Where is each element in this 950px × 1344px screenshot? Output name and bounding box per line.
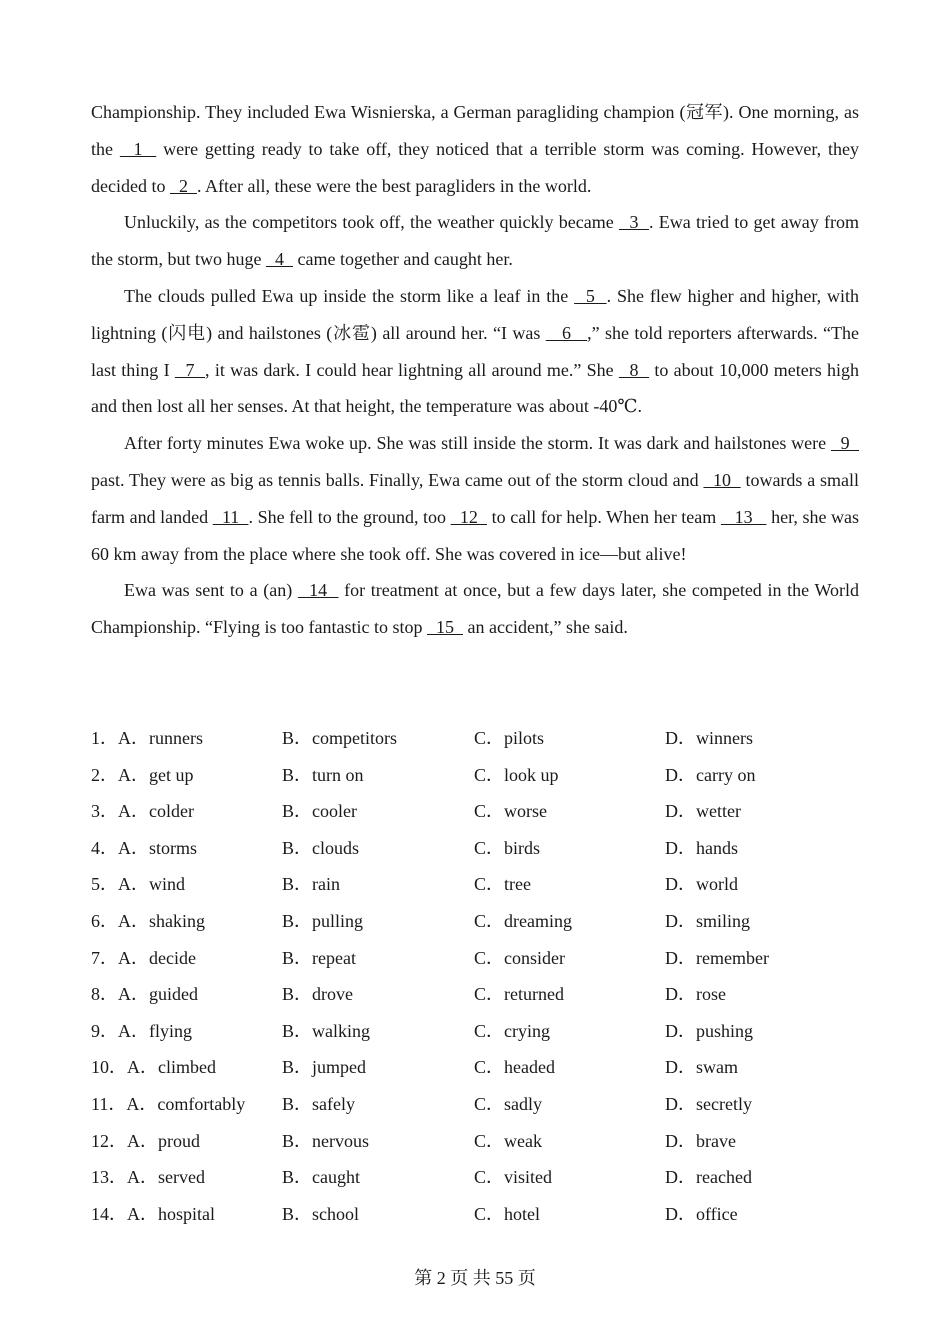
- paragraph-5: Ewa was sent to a (an) 14 for treatment at once, but a few days later, she competed in the World Championship. “Flying is too fantastic to stop 15 an accident,” she said.: [91, 580, 859, 638]
- option-a: 4．A．storms: [91, 837, 198, 858]
- blank-5: 5: [574, 285, 607, 306]
- option-a: 9．A．flying: [91, 1020, 192, 1041]
- option-a: 10．A．climbed: [91, 1057, 216, 1078]
- paragraph-4: After forty minutes Ewa woke up. She was still inside the storm. It was dark and hailstones were 9 past. They were as big as tennis balls. Finally, Ewa came out of the storm cloud and 10 towards a small farm and landed 11 . She fell to the ground, too 12 to call for help. When her team 13 her, she was 60 km away from the place where she took off. She was covered in ice—but alive!: [91, 433, 860, 564]
- blank-2: 2: [169, 175, 197, 196]
- option-c: C．sadly: [474, 1093, 543, 1114]
- question-row: [91, 1086, 859, 1123]
- question-row: [91, 940, 859, 977]
- option-d: D．rose: [665, 984, 726, 1005]
- option-b: B．drove: [282, 984, 353, 1005]
- question-row: [91, 757, 859, 794]
- cloze-passage: [91, 94, 859, 646]
- question-row: [91, 830, 859, 867]
- question-row: [91, 1013, 859, 1050]
- option-c: C．weak: [474, 1130, 542, 1151]
- option-c: C．crying: [474, 1020, 550, 1041]
- option-a: 12．A．proud: [91, 1130, 200, 1151]
- blank-8: 8: [618, 359, 650, 380]
- option-b: B．turn on: [282, 764, 364, 785]
- option-b: B．clouds: [282, 837, 360, 858]
- paragraph-3: The clouds pulled Ewa up inside the storm like a leaf in the 5 . She flew higher and higher, with lightning (闪电) and hailstones (冰雹) all around her. “I was 6 ,” she told reporters afterwards. “The last thing I 7 , it was dark. I could hear lightning all around me.” She 8 to about 10,000 meters high and then lost all her senses. At that height, the temperature was about -40℃.: [91, 285, 860, 417]
- option-b: B．jumped: [282, 1057, 366, 1078]
- option-a: 7．A．decide: [91, 947, 196, 968]
- blank-12: 12: [450, 506, 488, 527]
- question-row: [91, 1159, 859, 1196]
- option-c: C．visited: [474, 1167, 553, 1188]
- option-b: B．school: [282, 1203, 360, 1224]
- answer-options: [91, 720, 859, 1232]
- option-d: D．remember: [665, 947, 769, 968]
- option-d: D．secretly: [665, 1093, 752, 1114]
- blank-6: 6: [545, 322, 588, 343]
- option-c: C．returned: [474, 984, 564, 1005]
- blank-13: 13: [720, 506, 767, 527]
- blank-10: 10: [703, 469, 741, 490]
- option-a: 13．A．served: [91, 1167, 205, 1188]
- option-b: B．rain: [282, 874, 340, 895]
- option-d: D．carry on: [665, 764, 756, 785]
- blank-3: 3: [618, 212, 650, 233]
- page-footer: 第 2 页 共 55 页: [414, 1268, 536, 1288]
- option-c: C．look up: [474, 764, 559, 785]
- option-d: D．pushing: [665, 1020, 754, 1041]
- option-b: B．safely: [282, 1093, 355, 1114]
- option-a: 5．A．wind: [91, 874, 185, 895]
- blank-11: 11: [212, 506, 249, 527]
- option-a: 14．A．hospital: [91, 1203, 215, 1224]
- option-c: C．pilots: [474, 728, 545, 748]
- option-d: D．reached: [665, 1167, 752, 1188]
- total-pages: 55: [495, 1268, 514, 1288]
- question-row: [91, 1049, 859, 1086]
- option-c: C．worse: [474, 801, 547, 822]
- option-a: 6．A．shaking: [91, 910, 205, 931]
- question-row: [91, 903, 859, 940]
- option-a: 11．A．comfortably: [91, 1093, 246, 1114]
- blank-14: 14: [297, 580, 339, 601]
- option-d: D．winners: [665, 728, 753, 748]
- paragraph-2: Unluckily, as the competitors took off, the weather quickly became 3 . Ewa tried to get away from the storm, but two huge 4 came together and caught her.: [91, 212, 860, 270]
- option-b: B．cooler: [282, 801, 357, 822]
- option-b: B．nervous: [282, 1130, 369, 1151]
- question-row: [91, 720, 859, 757]
- option-a: 2．A．get up: [91, 764, 194, 785]
- option-a: 3．A．colder: [91, 801, 194, 822]
- option-a: 1．A．runners: [91, 728, 203, 748]
- blank-15: 15: [427, 617, 463, 638]
- blank-9: 9: [830, 433, 860, 454]
- option-b: B．repeat: [282, 947, 356, 968]
- option-c: C．hotel: [474, 1203, 540, 1224]
- option-d: D．smiling: [665, 910, 751, 931]
- option-b: B．walking: [282, 1020, 370, 1041]
- option-a: 8．A．guided: [91, 984, 198, 1005]
- option-c: C．birds: [474, 837, 541, 858]
- blank-1: 1: [119, 138, 157, 159]
- option-b: B．competitors: [282, 728, 397, 748]
- blank-4: 4: [265, 249, 293, 270]
- option-d: D．brave: [665, 1130, 736, 1151]
- question-row: [91, 1123, 859, 1160]
- question-row: [91, 793, 859, 830]
- question-row: [91, 866, 859, 903]
- option-d: D．swam: [665, 1057, 738, 1078]
- option-d: D．world: [665, 874, 738, 895]
- option-c: C．consider: [474, 947, 565, 968]
- option-d: D．hands: [665, 837, 738, 858]
- option-d: D．office: [665, 1203, 738, 1224]
- option-d: D．wetter: [665, 801, 741, 822]
- option-c: C．dreaming: [474, 910, 572, 931]
- option-c: C．tree: [474, 874, 531, 895]
- paragraph-1: Championship. They included Ewa Wisnierska, a German paragliding champion (冠军). One morning, as the 1 were getting ready to take off, they noticed that a terrible storm was coming. However, they decided to 2 . After all, these were the best paragliders in the world.: [91, 102, 859, 196]
- page-number: 2: [436, 1268, 446, 1288]
- blank-7: 7: [174, 359, 206, 380]
- question-row: [91, 976, 859, 1013]
- option-c: C．headed: [474, 1057, 555, 1078]
- option-b: B．pulling: [282, 910, 364, 931]
- option-b: B．caught: [282, 1167, 360, 1188]
- question-row: [91, 1196, 859, 1233]
